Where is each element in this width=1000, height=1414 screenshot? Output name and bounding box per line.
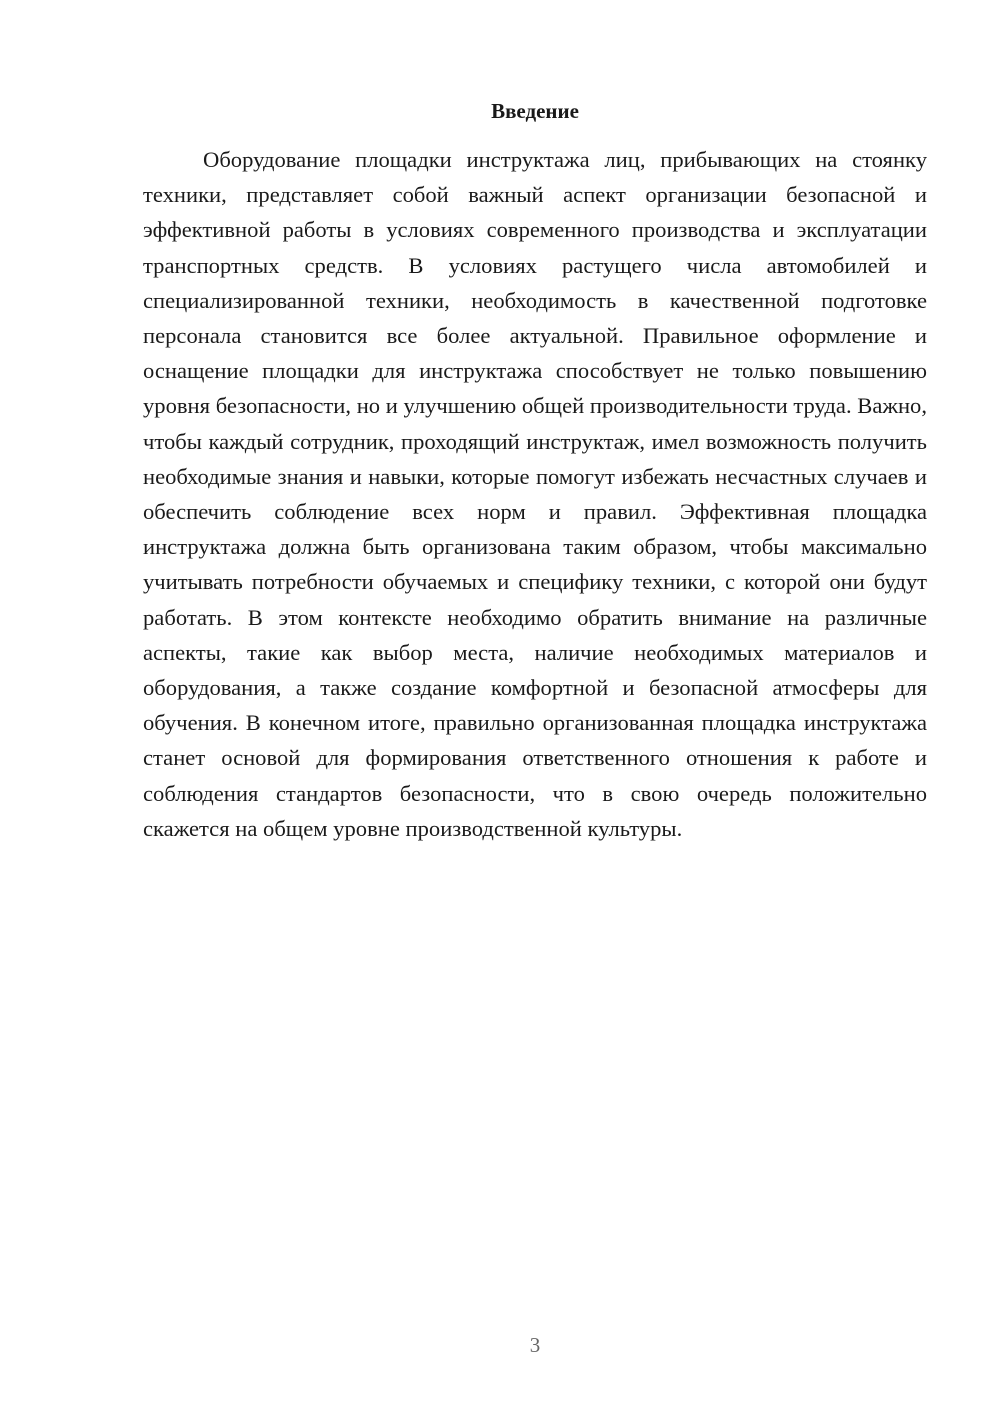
page-number: 3 [529,1333,541,1357]
body-paragraph: Оборудование площадки инструктажа лиц, прибывающих на стоянку техники, представляет собой важный аспект организации безопасной и эффективной работы в условиях современного производства и эксплуатации транспортных средств. В условиях растущего числа автомобилей и специализированной техники, необходимость в качественной подготовке персонала становится все более актуальной. Правильное оформление и оснащение площадки для инструктажа способствует не только повышению уровня безопасности, но и улучшению общей производительности труда. Важно, чтобы каждый сотрудник, проходящий инструктаж, имел возможность получить необходимые знания и навыки, которые помогут избежать несчастных случаев и обеспечить соблюдение всех норм и правил. Эффективная площадка инструктажа должна быть организована таким образом, чтобы максимально учитывать потребности обучаемых и специфику техники, с которой они будут работать. В этом контексте необходимо обратить внимание на различные аспекты, такие как выбор места, наличие необходимых материалов и оборудования, а также создание комфортной и безопасной атмосферы для обучения. В конечном итоге, правильно организованная площадка инструктажа станет основой для формирования ответственного отношения к работе и соблюдения стандартов безопасности, что в свою очередь положительно скажется на общем уровне производственной культуры. [143,147,927,841]
section-heading: Введение [491,99,579,123]
